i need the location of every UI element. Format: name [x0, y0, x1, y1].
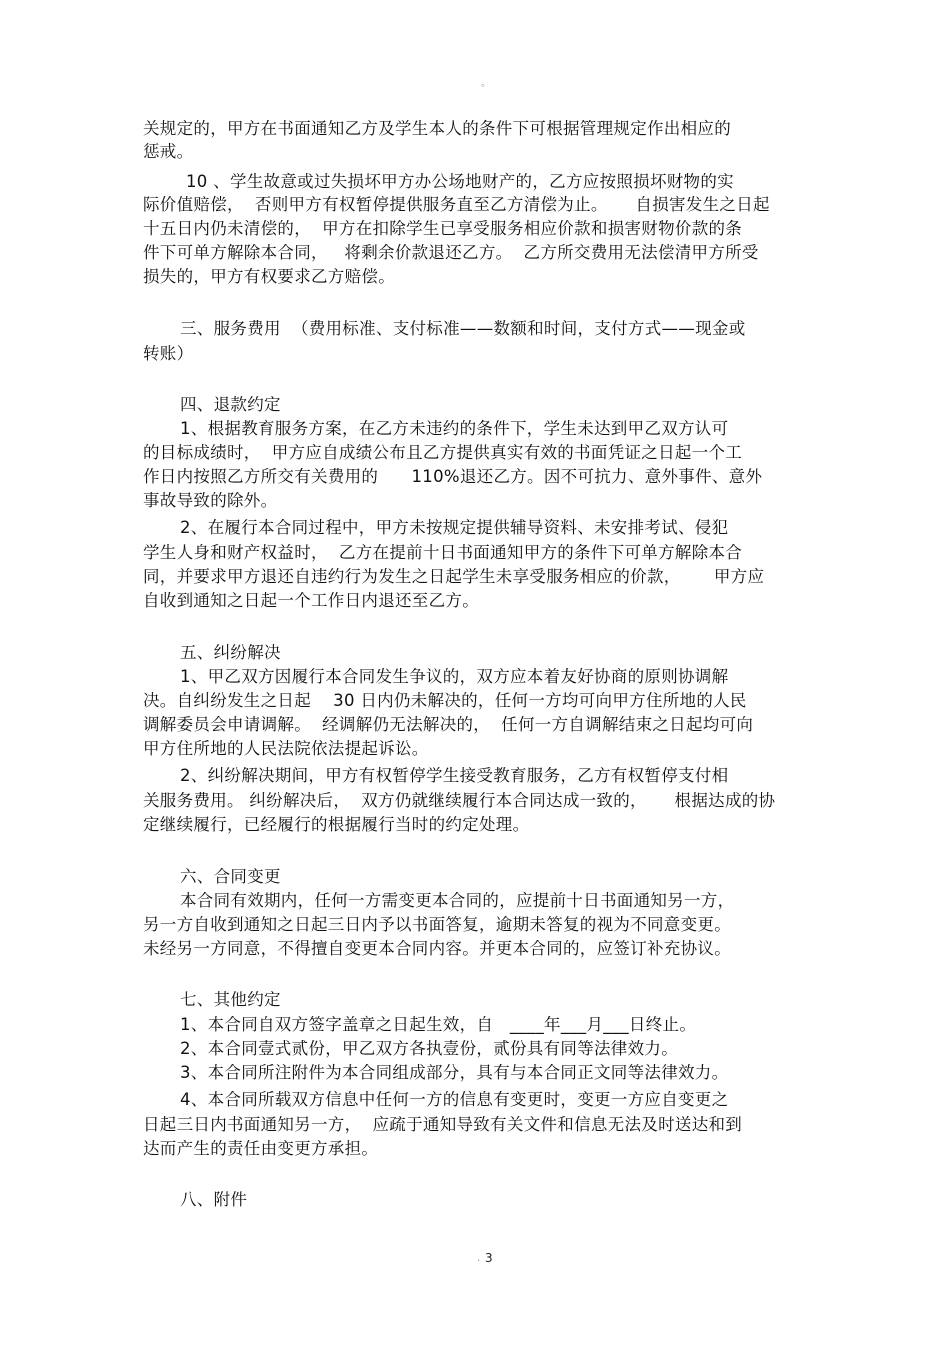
text-line: 3、本合同所注附件为本合同组成部分，具有与本合同正文同等法律效力。: [180, 1063, 729, 1082]
text-line: 甲方住所地的人民法院依法提起诉讼。: [143, 739, 429, 758]
text-line: 关规定的，甲方在书面通知乙方及学生本人的条件下可根据管理规定作出相应的: [143, 119, 731, 138]
text-line: 学生人身和财产权益时， 乙方在提前十日书面通知甲方的条件下可单方解除本合: [143, 543, 743, 562]
text-line: 1、本合同自双方签字盖章之日起生效，自 ____年___月___日终止。: [180, 1015, 697, 1034]
text-line: 1、甲乙双方因履行本合同发生争议的，双方应本着友好协商的原则协调解: [180, 667, 729, 686]
text-line: 本合同有效期内，任何一方需变更本合同的，应提前十日书面通知另一方，: [180, 891, 735, 910]
text-line: 作日内按照乙方所交有关费用的 110%退还乙方。因不可抗力、意外事件、意外: [143, 467, 763, 486]
text-line: 关服务费用。 纠纷解决后， 双方仍就继续履行本合同达成一致的， 根据达成的协: [143, 791, 776, 810]
section-heading: 四、退款约定: [180, 395, 281, 414]
text-line: 自收到通知之日起一个工作日内退还至乙方。: [143, 591, 479, 610]
footer-mark: .: [477, 1253, 481, 1264]
section-heading: 三、服务费用 （费用标准、支付标准——数额和时间，支付方式——现金或: [180, 319, 746, 338]
section-heading: 五、纠纷解决: [180, 643, 281, 662]
text-line: 转账）: [143, 344, 194, 363]
text-line: 日起三日内书面通知另一方， 应疏于通知导致有关文件和信息无法及时送达和到: [143, 1115, 743, 1134]
text-line: 件下可单方解除本合同， 将剩余价款退还乙方。 乙方所交费用无法偿清甲方所受: [143, 243, 759, 262]
text-line: 2、本合同壹式贰份，甲乙双方各执壹份，贰份具有同等法律效力。: [180, 1039, 678, 1058]
text-line: 2、纠纷解决期间，甲方有权暂停学生接受教育服务，乙方有权暂停支付相: [180, 766, 729, 785]
text-line: 的目标成绩时， 甲方应自成绩公布且乙方提供真实有效的书面凭证之日起一个工: [143, 443, 743, 462]
text-line: 决。自纠纷发生之日起 30 日内仍未解决的，任何一方均可向甲方住所地的人民: [143, 691, 747, 710]
text-line: 惩戒。: [143, 142, 194, 161]
text-line: 同，并要求甲方退还自违约行为发生之日起学生未享受服务相应的价款， 甲方应: [143, 567, 765, 586]
text-line: 损失的，甲方有权要求乙方赔偿。: [143, 267, 395, 286]
text-line: 4、本合同所载双方信息中任何一方的信息有变更时，变更一方应自变更之: [180, 1090, 729, 1109]
text-line: 际价值赔偿， 否则甲方有权暂停提供服务直至乙方清偿为止。 自损害发生之日起: [143, 195, 770, 214]
header-mark: 。: [481, 78, 491, 89]
text-line: 调解委员会申请调解。 经调解仍无法解决的， 任何一方自调解结束之日起均可向: [143, 715, 754, 734]
text-line: 未经另一方同意，不得擅自变更本合同内容。并更本合同的，应签订补充协议。: [143, 939, 731, 958]
section-heading: 六、合同变更: [180, 867, 281, 886]
text-line: 事故导致的除外。: [143, 491, 278, 510]
text-line: 1、根据教育服务方案，在乙方未违约的条件下，学生未达到甲乙双方认可: [180, 419, 729, 438]
section-heading: 八、附件: [180, 1190, 248, 1209]
text-line: 另一方自收到通知之日起三日内予以书面答复，逾期未答复的视为不同意变更。: [143, 915, 731, 934]
text-line: 达而产生的责任由变更方承担。: [143, 1139, 379, 1158]
text-line: 定继续履行，已经履行的根据履行当时的约定处理。: [143, 815, 530, 834]
text-line: 2、在履行本合同过程中，甲方未按规定提供辅导资料、未安排考试、侵犯: [180, 518, 729, 537]
page-number: 3: [485, 1251, 493, 1265]
text-line: 十五日内仍未清偿的， 甲方在扣除学生已享受服务相应价款和损害财物价款的条: [143, 219, 743, 238]
text-line: 10 、学生故意或过失损坏甲方办公场地财产的，乙方应按照损坏财物的实: [186, 172, 734, 191]
section-heading: 七、其他约定: [180, 990, 281, 1009]
